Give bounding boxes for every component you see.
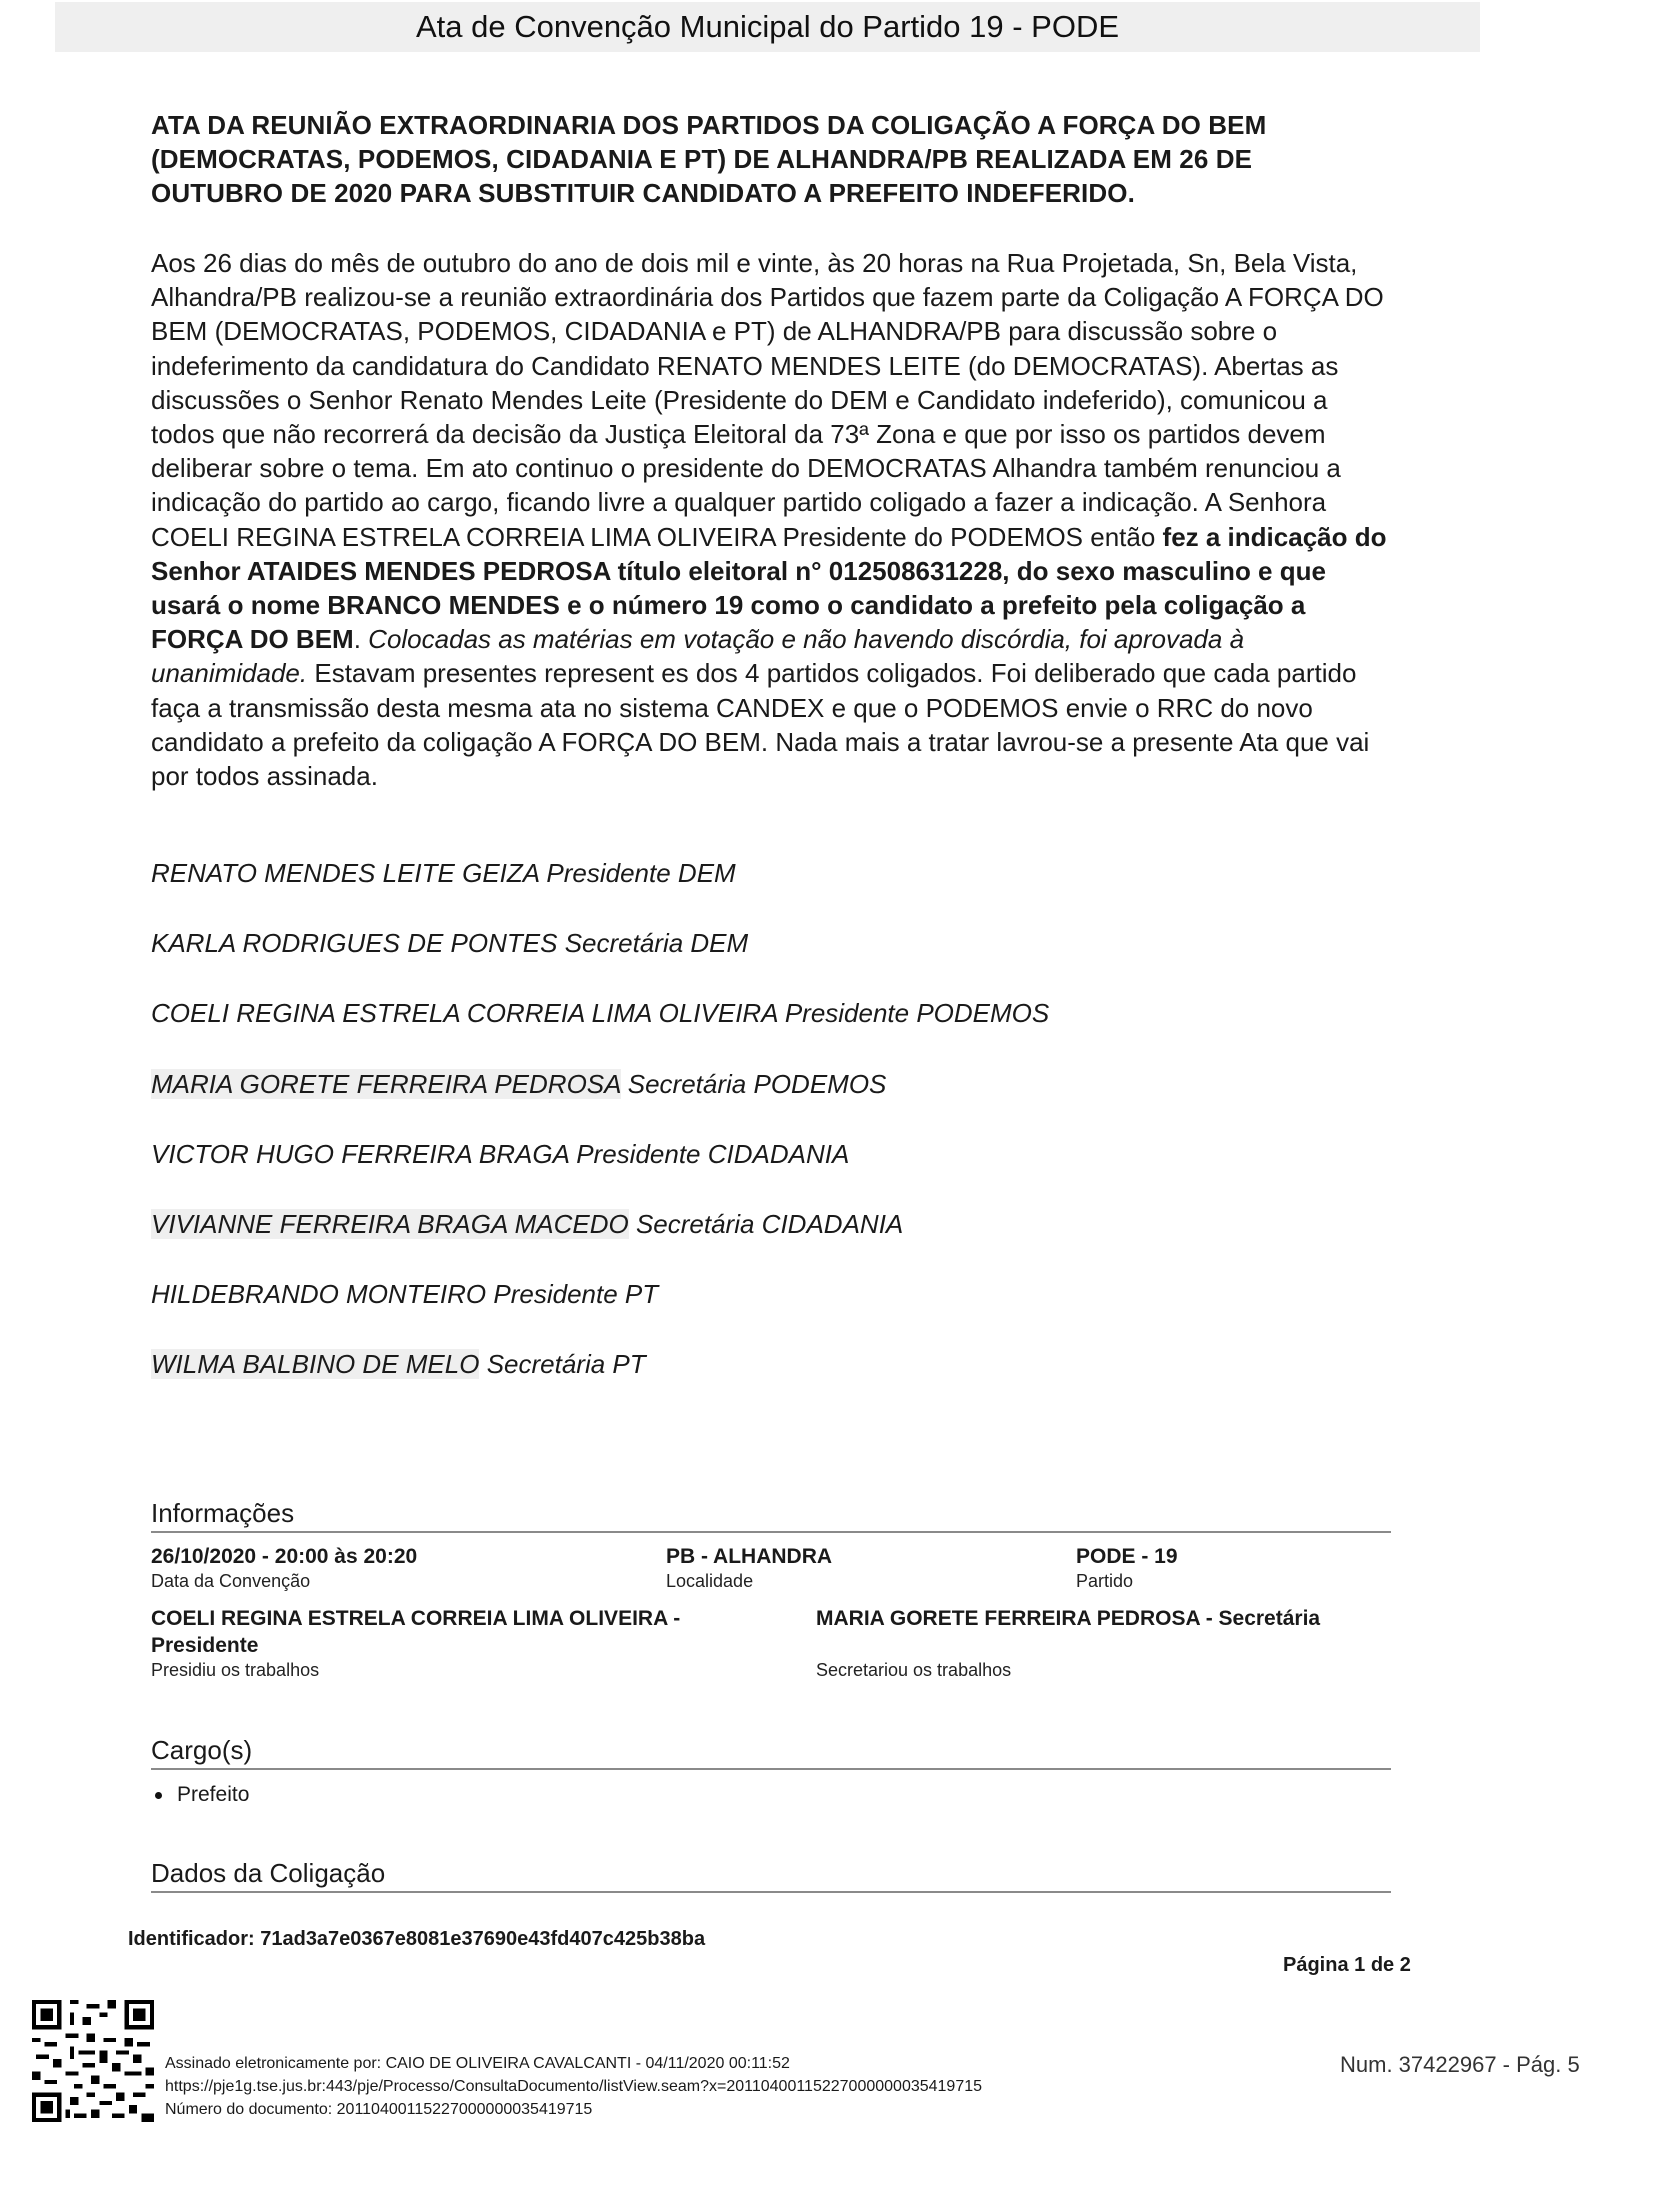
- signer-role: Presidente PODEMOS: [784, 998, 1050, 1029]
- document-url[interactable]: https://pje1g.tse.jus.br:443/pje/Processo/ConsultaDocumento/listView.seam?x=20110400115227000000035419715: [165, 2078, 983, 2095]
- body-italic-vote: Colocadas as matérias em votação e não havendo discórdia, foi aprovada à unanimidade.: [151, 624, 1245, 689]
- signature-line: [151, 996, 1391, 1031]
- cargos-section: [151, 1733, 1391, 1810]
- signer-name: HILDEBRANDO MONTEIRO: [151, 1279, 487, 1310]
- body-paragraph-closing: Estavam presentes represent es dos 4 partidos coligados. Foi deliberado que cada partido faça a transmissão desta mesma ata no sistema CANDEX e que o PODEMOS envie o RRC do novo candidato a prefeito da coligação A FORÇA DO BEM. Nada mais a tratar lavrou-se a presente Ata que vai por todos assinada.: [151, 658, 1370, 792]
- electronic-signature-info: [165, 2052, 982, 2121]
- document-number: Número do documento: 20110400115227000000035419715: [165, 2101, 593, 2118]
- signature-line: [151, 1137, 1391, 1172]
- signature-line: [151, 856, 1391, 891]
- signer-name: RENATO MENDES LEITE GEIZA: [151, 858, 540, 888]
- presidiu: [151, 1605, 726, 1681]
- informacoes-section: [151, 1496, 1391, 1703]
- num-page-reference: Num. 37422967 - Pág. 5: [1340, 2052, 1580, 2077]
- secretariou: [816, 1605, 1391, 1681]
- signer-name: COELI REGINA ESTRELA CORREIA LIMA OLIVEIRA: [151, 998, 778, 1029]
- signer-role: Secretária PODEMOS: [627, 1068, 887, 1099]
- page-number: Página 1 de 2: [1283, 1954, 1411, 1976]
- partido: [1076, 1543, 1178, 1592]
- convention-date-caption: Data da Convenção: [151, 1571, 311, 1591]
- document-header-banner: [55, 2, 1480, 52]
- presidiu-caption: Presidiu os trabalhos: [151, 1660, 320, 1680]
- section-title: Cargo(s): [151, 1733, 1391, 1770]
- heading-line: (DEMOCRATAS, PODEMOS, CIDADANIA E PT) DE ALHANDRA/PB REALIZADA EM 26 DE: [151, 144, 1253, 174]
- partido-value: PODE - 19: [1076, 1545, 1178, 1568]
- document-identifier: Identificador: 71ad3a7e0367e8081e37690e43fd407c425b38ba: [128, 1928, 706, 1950]
- signer-name: VIVIANNE FERREIRA BRAGA MACEDO: [151, 1208, 629, 1239]
- signer-role: Presidente DEM: [546, 858, 736, 888]
- signature-list: [151, 856, 1391, 1418]
- section-title: Informações: [151, 1496, 1391, 1533]
- signer-role: Secretária PT: [486, 1349, 646, 1380]
- signature-line: [151, 1347, 1391, 1382]
- signer-role: Presidente PT: [493, 1279, 659, 1310]
- signature-line: [151, 1277, 1391, 1312]
- presidiu-value: COELI REGINA ESTRELA CORREIA LIMA OLIVEIRA - Presidente: [151, 1607, 681, 1657]
- signature-line: [151, 1207, 1391, 1242]
- partido-caption: Partido: [1076, 1571, 1134, 1591]
- body-paragraph: Aos 26 dias do mês de outubro do ano de dois mil e vinte, às 20 horas na Rua Projetada, Sn, Bela Vista, Alhandra/PB realizou-se a reunião extraordinária dos Partidos que fazem parte da Coligação A FORÇA DO BEM (DEMOCRATAS, PODEMOS, CIDADANIA e PT) de ALHANDRA/PB para discussão sobre o indeferimento da candidatura do Candidato RENATO MENDES LEITE (do DEMOCRATAS). Abertas as discussões o Senhor Renato Mendes Leite (Presidente do DEM e Candidato indeferido), comunicou a todos que não recorrerá da decisão da Justiça Eleitoral da 73ª Zona e que por isso os partidos devem deliberar sobre o tema. Em ato continuo o presidente do DEMOCRATAS Alhandra também renunciou a indicação do partido ao cargo, ficando livre a qualquer partido coligado a fazer a indicação. A Senhora COELI REGINA ESTRELA CORREIA LIMA OLIVEIRA Presidente do PODEMOS então: [151, 248, 1384, 552]
- secretariou-value: MARIA GORETE FERREIRA PEDROSA - Secretária: [816, 1607, 1321, 1630]
- body-bold-indication: fez a indicação do Senhor ATAIDES MENDES PEDROSA título eleitoral n° 012508631228, do sexo masculino e que usará o nome BRANCO MENDES e o número 19 como o candidato a prefeito pela coligação a FORÇA DO BEM: [151, 521, 1387, 655]
- ata-body: [151, 246, 1396, 793]
- secretariou-caption: Secretariou os trabalhos: [816, 1660, 1012, 1680]
- signer-role: Presidente CIDADANIA: [576, 1138, 850, 1169]
- signer-role: Secretária DEM: [564, 928, 749, 959]
- signer-name: VICTOR HUGO FERREIRA BRAGA: [151, 1138, 569, 1169]
- ata-heading: [151, 108, 1391, 210]
- section-title: Dados da Coligação: [151, 1856, 1391, 1893]
- body-dot: .: [353, 624, 361, 655]
- localidade-value: PB - ALHANDRA: [666, 1545, 833, 1568]
- localidade: [666, 1543, 832, 1592]
- signed-by: Assinado eletronicamente por: CAIO DE OLIVEIRA CAVALCANTI - 04/11/2020 00:11:52: [165, 2055, 790, 2072]
- localidade-caption: Localidade: [666, 1571, 754, 1591]
- signer-name: KARLA RODRIGUES DE PONTES: [151, 928, 558, 959]
- heading-line: OUTUBRO DE 2020 PARA SUBSTITUIR CANDIDATO A PREFEITO INDEFERIDO.: [151, 178, 1135, 208]
- convention-date: [151, 1543, 417, 1592]
- list-item: Prefeito: [151, 1780, 1391, 1810]
- coligacao-section: [151, 1856, 1391, 1893]
- informacoes-grid: [151, 1533, 1391, 1703]
- signer-name: WILMA BALBINO DE MELO: [151, 1349, 480, 1380]
- heading-line: ATA DA REUNIÃO EXTRAORDINARIA DOS PARTIDOS DA COLIGAÇÃO A FORÇA DO BEM: [151, 110, 1267, 140]
- signer-name: MARIA GORETE FERREIRA PEDROSA: [151, 1068, 621, 1099]
- signature-line: [151, 926, 1391, 961]
- convention-date-value: 26/10/2020 - 20:00 às 20:20: [151, 1545, 418, 1568]
- qr-code-icon: [32, 2000, 154, 2122]
- signer-role: Secretária CIDADANIA: [635, 1208, 904, 1239]
- document-title: Ata de Convenção Municipal do Partido 19 - PODE: [415, 9, 1120, 44]
- signature-line: [151, 1067, 1391, 1102]
